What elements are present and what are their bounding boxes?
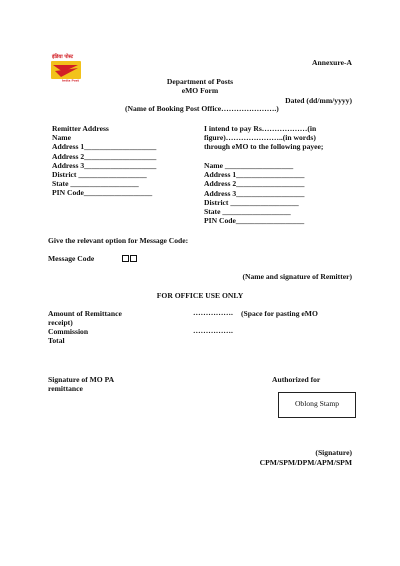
remitter-address2-field[interactable]: Address 2___________________ (52, 151, 157, 161)
department-title: Department of Posts (166, 77, 234, 86)
intent-line-3: through eMO to the following payee; (204, 142, 324, 152)
message-code-label: Message Code (48, 254, 95, 263)
payee-address3-field[interactable]: Address 3__________________ (204, 188, 305, 198)
authorized-label: Authorized for (272, 375, 321, 384)
annexure-label: Annexure-A (312, 58, 352, 67)
dated-field[interactable]: Dated (dd/mm/yyyy) (285, 96, 352, 105)
payee-address-block (204, 161, 304, 225)
intent-line-2[interactable]: figure)…………………..(in words) (204, 133, 316, 143)
office-use-heading: FOR OFFICE USE ONLY (156, 291, 244, 300)
amount-field[interactable]: ……………. (193, 308, 233, 317)
svg-text:इंडिया पोस्ट: इंडिया पोस्ट (52, 54, 73, 60)
remitter-address3-field[interactable]: Address 3___________________ (52, 160, 157, 170)
remitter-name-label[interactable]: Name (52, 133, 71, 143)
space-note: (Space for pasting eMO (241, 309, 318, 318)
payee-district-field[interactable]: District __________________ (204, 197, 299, 207)
payee-state-field[interactable]: State __________________ (204, 206, 291, 216)
remitter-district-field[interactable]: District __________________ (52, 169, 147, 179)
remitter-address1-field[interactable]: Address 1___________________ (52, 142, 157, 152)
oblong-stamp-box (278, 392, 356, 418)
remittance-label: remittance (48, 384, 83, 393)
booking-post-office[interactable]: (Name of Booking Post Office………………….) (125, 104, 279, 113)
svg-text:India Post: India Post (62, 78, 79, 82)
message-code-box-1[interactable] (122, 255, 129, 262)
remitter-address-block (52, 124, 156, 198)
payee-pin-field[interactable]: PIN Code__________________ (204, 216, 305, 226)
signature-mo-pa-label: Signature of MO PA (48, 375, 115, 384)
message-code-boxes (122, 253, 138, 262)
intent-block (204, 124, 323, 152)
signature-label: (Signature) (315, 448, 352, 457)
total-label: Total (48, 336, 65, 345)
receipt-label: receipt) (48, 318, 73, 327)
remitter-signature-label: (Name and signature of Remitter) (242, 272, 352, 281)
payee-name-field[interactable]: Name __________________ (204, 161, 294, 170)
message-option-label: Give the relevant option for Message Code: (48, 236, 189, 245)
commission-label: Commission (48, 327, 89, 336)
remitter-state-field[interactable]: State __________________ (52, 179, 139, 189)
amount-label: Amount of Remittance (48, 309, 122, 318)
intent-line-1[interactable]: I intend to pay Rs………………(in (204, 124, 317, 133)
commission-field[interactable]: ……………. (193, 326, 233, 335)
remitter-address-heading: Remitter Address (52, 124, 109, 133)
oblong-stamp-label: Oblong Stamp (294, 399, 340, 408)
message-code-box-2[interactable] (130, 255, 137, 262)
remitter-pin-field[interactable]: PIN Code__________________ (52, 188, 153, 198)
payee-address2-field[interactable]: Address 2__________________ (204, 179, 305, 189)
payee-address1-field[interactable]: Address 1__________________ (204, 170, 305, 180)
form-title: eMO Form (181, 86, 219, 95)
designations-label: CPM/SPM/DPM/APM/SPM (259, 458, 352, 467)
